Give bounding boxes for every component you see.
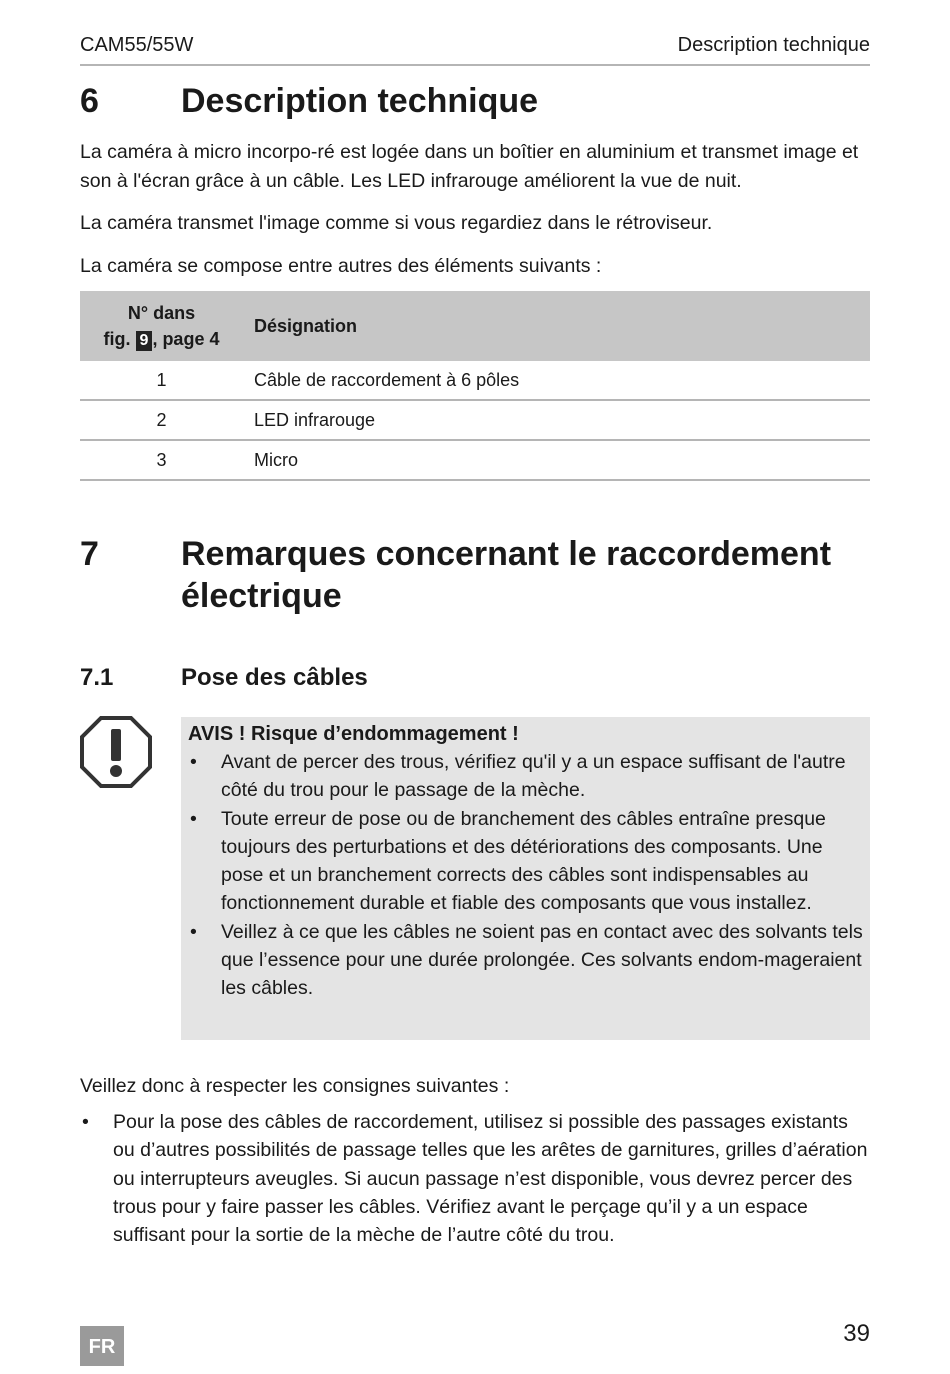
row-designation: LED infrarouge [243, 400, 870, 440]
row-number: 3 [80, 440, 243, 480]
row-number: 1 [80, 361, 243, 400]
row-designation: Micro [243, 440, 870, 480]
notice-title: AVIS ! Risque d’endommagement ! [188, 723, 519, 745]
page-header [80, 32, 870, 66]
header-page-ref: , page 4 [152, 329, 220, 349]
section-6-title: Description technique [181, 82, 539, 120]
list-item-text: Veillez à ce que les câbles ne soient pas en contact avec des solvants tels que l’essence pour une durée prolongée. Ces solvants endom-mageraient les câbles. [221, 920, 863, 1000]
list-item [188, 805, 863, 918]
components-table [80, 291, 870, 481]
list-item [80, 1108, 870, 1249]
notice-list [188, 748, 863, 1003]
section-7-number: 7 [80, 535, 99, 573]
header-fig-label: fig. [103, 329, 131, 349]
section-6-paragraph-2: La caméra transmet l'image comme si vous regardiez dans le rétroviseur. [80, 212, 713, 234]
section-6-number: 6 [80, 82, 99, 120]
language-badge: FR [80, 1326, 124, 1366]
table-row [80, 400, 870, 440]
section-6-paragraph-3: La caméra se compose entre autres des éléments suivants : [80, 255, 602, 277]
bullet-icon: • [190, 920, 197, 943]
table-row [80, 361, 870, 400]
table-row [80, 440, 870, 480]
bullet-icon: • [190, 807, 197, 830]
figure-number-badge: 9 [136, 331, 153, 351]
warning-icon [80, 716, 152, 788]
row-number: 2 [80, 400, 243, 440]
bullet-icon: • [82, 1111, 89, 1133]
header-line-1: N° dans [127, 303, 196, 323]
table-header-designation: Désignation [243, 291, 870, 361]
row-designation: Câble de raccordement à 6 pôles [243, 361, 870, 400]
section-7-1-title: Pose des câbles [181, 664, 368, 691]
table-header-row [80, 291, 870, 361]
instructions-intro: Veillez donc à respecter les consignes suivantes : [80, 1075, 510, 1097]
list-item [188, 748, 863, 805]
table-header-number [80, 291, 243, 361]
bullet-icon: • [190, 751, 197, 773]
list-item [188, 918, 863, 1003]
list-item-text: Avant de percer des trous, vérifiez qu'il y a un espace suffisant de l'autre côté du trou pour le passage de la mèche. [221, 751, 846, 802]
section-7-title: Remarques concernant le raccordement électrique [181, 535, 832, 615]
header-product: CAM55/55W [80, 34, 194, 56]
list-item-text: Pour la pose des câbles de raccordement, utilisez si possible des passages existants ou d’autres possibilités de passage telles que les arêtes de garnitures, grilles d’aération ou interrupteurs aveugles. Si aucun passage n’est disponible, vous devrez percer des trous pour y faire passer les câbles. Vérifiez avant le perçage qu’il y a un espace suffisant pour la sortie de la mèche de l’autre côté du trou. [113, 1111, 868, 1247]
header-section: Description technique [677, 34, 870, 56]
instructions-list [80, 1108, 870, 1249]
page-number: 39 [843, 1320, 870, 1347]
notice-box [181, 717, 870, 1040]
section-6-paragraph-1: La caméra à micro incorpo-ré est logée dans un boîtier en aluminium et transmet image et son à l'écran grâce à un câble. Les LED infrarouge améliorent la vue de nuit. [80, 141, 859, 192]
section-7-1-number: 7.1 [80, 664, 114, 691]
list-item-text: Toute erreur de pose ou de branchement des câbles entraîne presque toujours des perturbations et des détériorations des composants. Une pose et un branchement corrects des câbles sont indispensables au fonctionnement durable et fiable des composants que vous installez. [221, 807, 826, 915]
